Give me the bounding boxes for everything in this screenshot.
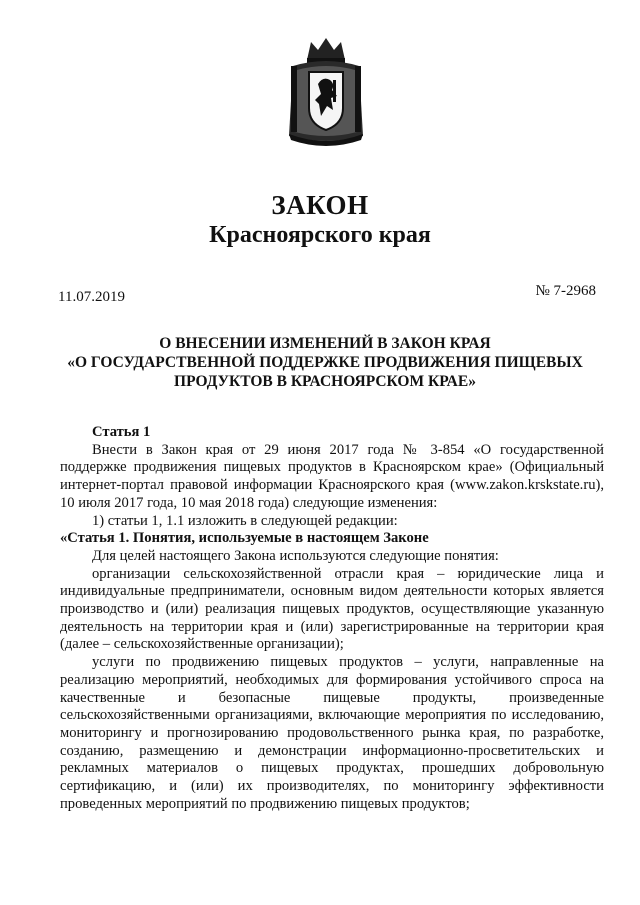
law-heading bbox=[40, 334, 610, 391]
quoted-article-heading: «Статья 1. Понятия, используемые в настоящем Законе bbox=[60, 530, 429, 547]
law-number: № 7-2968 bbox=[535, 283, 596, 299]
paragraph: Для целей настоящего Закона используются следующие понятия: bbox=[92, 547, 499, 564]
heading-line: О ВНЕСЕНИИ ИЗМЕНЕНИЙ В ЗАКОН КРАЯ bbox=[159, 335, 491, 352]
article-intro: Внести в Закон края от 29 июня 2017 года № 3-854 «О государственной поддержке продвижения пищевых продуктов в Красноярском крае» (Официальный интернет-портал правовой информации Красноярского края (www.zakon.krskstate.ru), 10 июля 2017 года, 10 мая 2018 года) следующие изменения: bbox=[60, 441, 604, 511]
heading-line: ПРОДУКТОВ В КРАСНОЯРСКОМ КРАЕ» bbox=[174, 373, 476, 390]
paragraph: услуги по продвижению пищевых продуктов – услуги, направленные на реализацию мероприятий, необходимых для формирования устойчивого спроса на качественные и безопасные пищевые продукты, произведенные сельскохозяйственными организациями, включающие мероприятия по исследованию, мониторингу и прогнозированию продовольственного рынка края, по разработке, созданию, размещению и демонстрации информационно-просветительских и рекламных материалов о пищевых продуктах, прошедших добровольную сертификацию, и (или) их производителях, по мониторингу эффективности проведенных мероприятий по продвижению пищевых продуктов; bbox=[60, 654, 604, 812]
paragraph: организации сельскохозяйственной отрасли края – юридические лица и индивидуальные предприниматели, основным видом деятельности которых является производство и (или) реализация пищевых продуктов, осуществляющие указанную деятельность на территории края и (или) зарегистрированные на территории края (далее – сельскохозяйственные организации); bbox=[60, 565, 604, 653]
heading-line: «О ГОСУДАРСТВЕННОЙ ПОДДЕРЖКЕ ПРОДВИЖЕНИЯ ПИЩЕВЫХ bbox=[67, 354, 583, 371]
law-body bbox=[60, 424, 604, 813]
article-label: Статья 1 bbox=[92, 424, 151, 440]
amendment-item-1: 1) статьи 1, 1.1 изложить в следующей редакции: bbox=[92, 512, 398, 529]
document-title: ЗАКОН bbox=[271, 190, 369, 220]
law-date: 11.07.2019 bbox=[58, 289, 125, 305]
document-subtitle: Красноярского края bbox=[209, 222, 431, 248]
coat-of-arms-icon bbox=[285, 36, 367, 148]
